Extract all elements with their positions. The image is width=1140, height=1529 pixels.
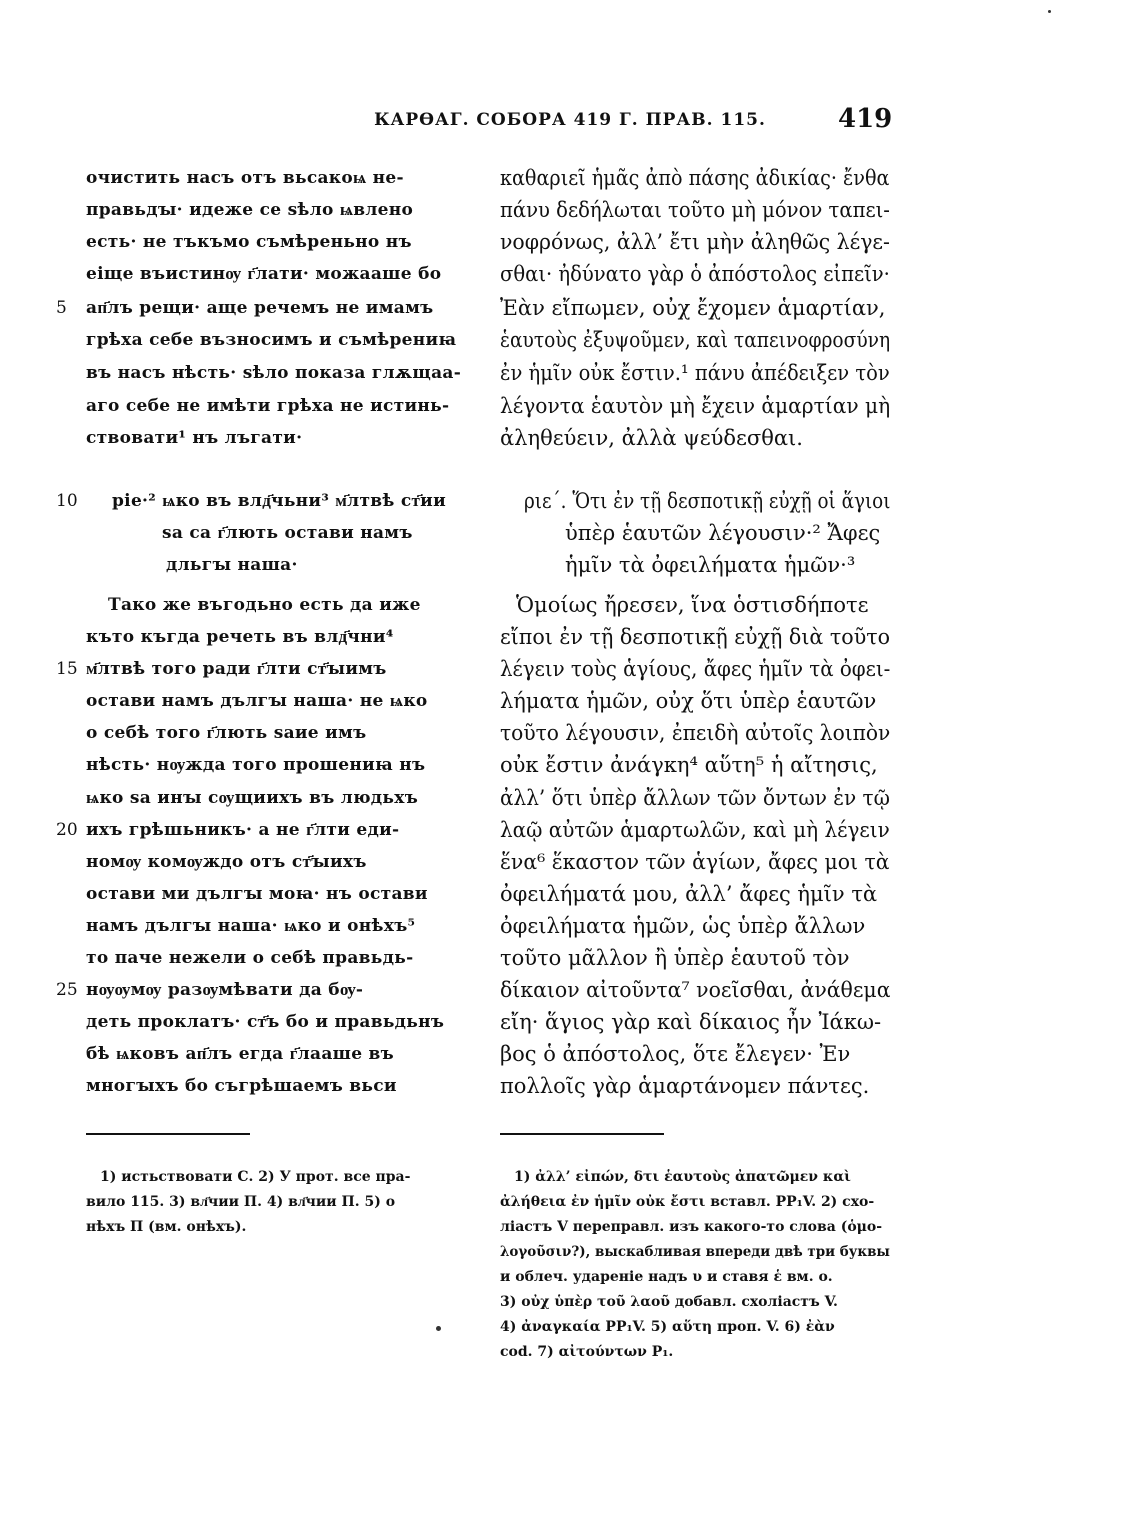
footnote-line: ліастъ V переправл. изъ какого-то слова (ὁμο- — [500, 1219, 883, 1235]
right-line: νοφρόνως, ἀλλ’ ἔτι μὴν ἀληθῶς λέγε- — [500, 230, 890, 254]
print-speck — [436, 1326, 441, 1331]
right-line: ἕνα⁶ ἕκαστον τῶν ἁγίων, ἄφες μοι τὰ — [500, 850, 890, 874]
footnote-line: 1) ἀλλ’ εἰπών, δτι ἑαυτοὺς ἀπατῶμεν καὶ — [514, 1169, 851, 1185]
footnote-divider-left — [86, 1133, 250, 1135]
right-line: ἐν ἡμῖν οὐκ ἔστιν.¹ πάνυ ἀπέδειξεν τὸν — [500, 361, 890, 385]
left-line: есть· не тъкъмо съмѣреньно нъ — [86, 232, 412, 252]
left-line: м҃лтвѣ того ради г҃лти ст҃ꙑимъ — [86, 659, 387, 679]
right-line: Ὁμοίως ἤρεσεν, ἵνα ὁστισδήποτε — [516, 593, 869, 617]
right-line: λέγειν τοὺς ἁγίους, ἄφες ἡμῖν τὰ ὀφει- — [500, 657, 891, 681]
left-line: то паче нежели о себѣ правьдь- — [86, 948, 414, 968]
running-title: КАРѲАГ. СОБОРА 419 Г. ПРАВ. 115. — [374, 110, 766, 130]
right-line: Ἐὰν εἴπωμεν, οὐχ ἔχομεν ἁμαρτίαν, — [500, 296, 886, 320]
right-line: βος ὁ ἀπόστολος, ὅτε ἔλεγεν· Ἐν — [500, 1042, 851, 1066]
right-line: δίκαιον αἰτοῦντα⁷ νοεῖσθαι, ἀνάθεμα — [500, 978, 891, 1002]
footnote-line: 4) ἀναγκαία PP₁V. 5) αὕτη проп. V. 6) ἐὰν — [500, 1319, 835, 1335]
right-line: τοῦτο λέγουσιν, ἐπειδὴ αὐτοῖς λοιπὸν — [500, 721, 891, 745]
right-line: εἴη· ἅγιος γὰρ καὶ δίκαιος ἦν Ἰάκω- — [500, 1010, 882, 1034]
left-line: грѣха себе възносимъ и съмѣрениꙗ — [86, 330, 457, 350]
left-line: ихъ грѣшьникъ· а не г҃лти еди- — [86, 820, 400, 840]
left-line: остави намъ дългꙑ наша· не ѩко — [86, 691, 428, 711]
right-line: πολλοῖς γὰρ ἁμαρτάνομεν πάντες. — [500, 1074, 870, 1098]
left-line: остави ми дългꙑ моꙗ· нъ остави — [86, 884, 428, 904]
right-line: πάνυ δεδήλωται τοῦτο μὴ μόνον ταπει- — [500, 198, 890, 222]
right-line: καθαριεῖ ἡμᾶς ἀπὸ πάσης ἀδικίας· ἔνθα — [500, 166, 890, 190]
left-line: правьдꙑ· идеже се ѕѣло ѩвлено — [86, 200, 414, 220]
left-line: нѣсть· нѹжда того прошениꙗ нъ — [86, 755, 426, 775]
line-number: 10 — [56, 491, 78, 511]
footnote-line: λογοῦσιν?), выскабливая впереди двѣ три буквы — [500, 1244, 890, 1260]
right-line: ἑαυτοὺς ἐξυψοῦμεν, καὶ ταπεινοφροσύνη — [500, 328, 891, 352]
left-line: ѕа са г҃лють остави намъ — [162, 523, 413, 543]
left-line: Тако же въгодьно есть да иже — [108, 595, 421, 615]
footnote-line: и облеч. удареніе надъ υ и ставя ἑ вм. ο. — [500, 1269, 833, 1285]
left-line: нѹѹмѹ разѹмѣвати да бѹ- — [86, 980, 364, 1000]
right-line: λαῷ αὐτῶν ἁμαρτωλῶν, καὶ μὴ λέγειν — [500, 818, 890, 842]
left-line: очистить насъ отъ вьсакоѩ не- — [86, 168, 404, 188]
line-number: 15 — [56, 659, 78, 679]
footnote-line: ἀλήθεια ἐν ἡμῖν οὐκ ἔστι вставл. PP₁V. 2) схо- — [500, 1194, 875, 1210]
right-line: λέγοντα ἑαυτὸν μὴ ἔχειν ἁμαρτίαν μὴ — [500, 394, 891, 418]
left-line: ап҃лъ рещи· аще речемъ не имамъ — [86, 298, 434, 318]
left-line: многꙑхъ бо съгрѣшаемъ вьси — [86, 1076, 397, 1096]
footnote-line: cod. 7) αἰτούντων P₁. — [500, 1344, 674, 1360]
left-line: въ насъ нѣсть· ѕѣло показа глѫщаа- — [86, 363, 462, 383]
page-number: 419 — [838, 104, 893, 134]
footnote-line: вило 115. 3) вл҃чии П. 4) вл҃чии П. 5) о — [86, 1194, 396, 1210]
right-line: ὀφειλήματά μου, ἀλλ’ ἄφες ἡμῖν τὰ — [500, 882, 878, 906]
line-number: 20 — [56, 820, 78, 840]
left-line: ріе·² ѩко въ влд҃чьни³ м҃лтвѣ ст҃ии — [112, 491, 446, 511]
right-line: ὑπὲρ ἑαυτῶν λέγουσιν·² Ἄφες — [565, 521, 881, 545]
line-number: 25 — [56, 980, 78, 1000]
right-line: εἴποι ἐν τῇ δεσποτικῇ εὐχῇ διὰ τοῦτο — [500, 625, 891, 649]
right-line: τοῦτο μᾶλλον ἢ ὑπὲρ ἑαυτοῦ τὸν — [500, 946, 850, 970]
left-line: ствовати¹ нъ лъгати· — [86, 428, 303, 448]
left-line: бѣ ѩковъ ап҃лъ егда г҃лааше въ — [86, 1044, 394, 1064]
left-line: намъ дългꙑ наша· ѩко и онѣхъ⁵ — [86, 916, 416, 936]
footnote-line: 3) οὐχ ὑπὲρ τοῦ λαοῦ добавл. схоліастъ V. — [500, 1294, 838, 1310]
right-line: σθαι· ἠδύνατο γὰρ ὁ ἀπόστολος εἰπεῖν· — [500, 262, 890, 286]
left-line: номѹ комѹждо отъ ст҃ꙑихъ — [86, 852, 367, 872]
right-line: λήματα ἡμῶν, οὐχ ὅτι ὑπὲρ ἑαυτῶν — [500, 689, 877, 713]
footnote-divider-right — [500, 1133, 664, 1135]
right-line: ὀφειλήματα ἡμῶν, ὡς ὑπὲρ ἄλλων — [500, 914, 866, 938]
right-line: ἀλλ’ ὅτι ὑπὲρ ἄλλων τῶν ὄντων ἐν τῷ — [500, 786, 890, 810]
footnote-line: 1) истьствовати С. 2) У прот. все пра- — [100, 1169, 411, 1185]
left-line: къто къгда речеть въ влд҃чни⁴ — [86, 627, 394, 647]
left-line: ѩко ѕа инꙑ сѹщиихъ въ людьхъ — [86, 788, 419, 808]
left-line: деть проклатъ· ст҃ъ бо и правьдьнъ — [86, 1012, 445, 1032]
left-line: дльгꙑ наша· — [166, 555, 298, 575]
right-line: ἀληθεύειν, ἀλλὰ ψεύδεσθαι. — [500, 426, 803, 450]
line-number: 5 — [56, 298, 67, 318]
right-line: οὐκ ἔστιν ἀνάγκη⁴ αὕτη⁵ ἡ αἴτησις, — [500, 753, 878, 777]
left-line: аго себе не имѣти грѣха не истинь- — [86, 396, 450, 416]
left-line: о себѣ того г҃лють ѕаие имъ — [86, 723, 367, 743]
right-line: ριε΄. Ὅτι ἐν τῇ δεσποτικῇ εὐχῇ οἱ ἅγιοι — [524, 489, 891, 513]
right-line: ἡμῖν τὰ ὀφειλήματα ἡμῶν·³ — [565, 553, 856, 577]
left-line: еіще въистинѹ г҃лати· можааше бо — [86, 264, 442, 284]
print-speck — [1048, 10, 1051, 13]
footnote-line: нѣхъ П (вм. онѣхъ). — [86, 1219, 247, 1235]
